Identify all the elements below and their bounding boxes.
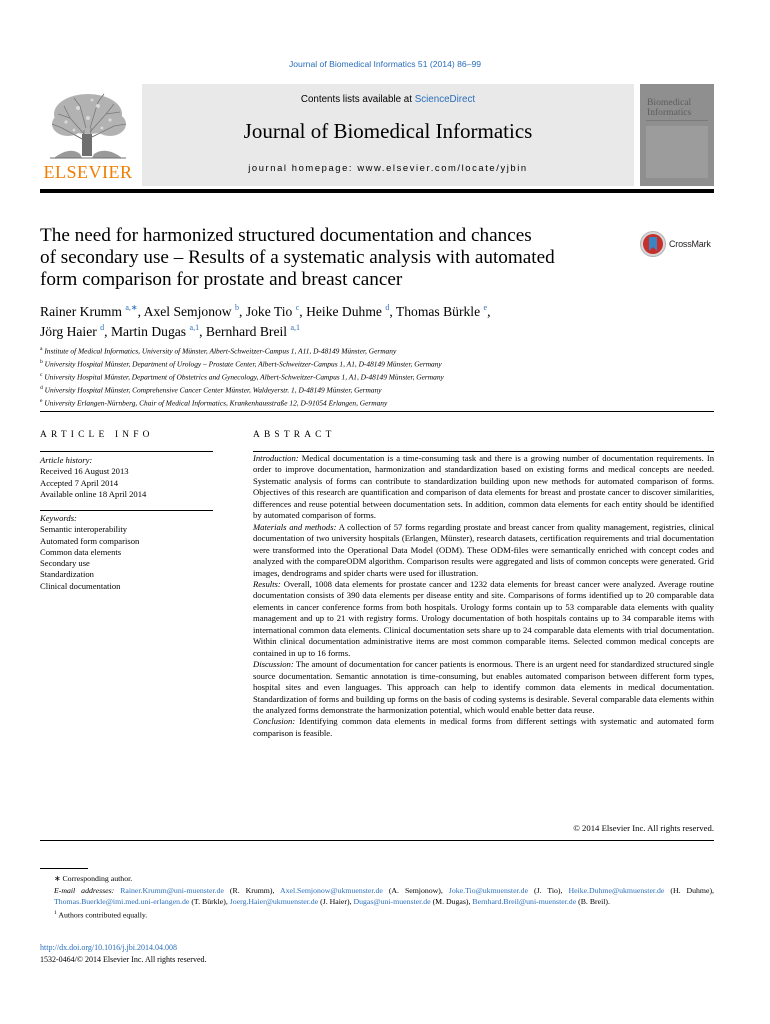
abstract-discussion: Discussion: The amount of documentation for cancer patients is enormous. There is an urgent need for standardized structured single source documentation. Semantic annotation is time-consuming, but enables automated comparison between different form types, hospital sites and even languages. This approach can help to identify common data elements in medical documentation. Standardization of forms and building up forms on the basis of coding systems is desirable. Several comparable data elements within the analyzed forms demonstrate the harmonization potential, which would enable better data reuse. <box>253 659 714 715</box>
affiliation: $^b$ University Hospital Münster, Department of Urology – Prostate Center, Albert-Schweitzer-Campus 1, A1, D-48149 Münster, Germany <box>40 358 442 369</box>
keyword: Standardization <box>40 569 94 580</box>
header-divider <box>40 411 714 412</box>
author[interactable]: Axel Semjonow $^b$, <box>143 303 246 319</box>
author[interactable]: Joke Tio $^c$, <box>245 303 307 319</box>
article-info-heading: ARTICLE INFO <box>40 430 154 440</box>
body-divider <box>40 840 714 841</box>
journal-citation[interactable]: Journal of Biomedical Informatics 51 (2014) 86–99 <box>288 59 482 69</box>
journal-homepage[interactable]: journal homepage: www.elsevier.com/locate/yjbin <box>248 162 528 173</box>
email-link[interactable]: Joerg.Haier@ukmuenster.de <box>229 897 319 907</box>
online-date: Available online 18 April 2014 <box>40 488 147 499</box>
article-history: Article history: Received 16 August 2013 Accepted 7 April 2014 Available online 18 April 2014 <box>40 455 213 500</box>
author[interactable]: Jörg Haier $^d$, <box>40 323 111 339</box>
footnote-rule <box>40 868 88 869</box>
crossmark-label: CrossMark <box>669 239 711 249</box>
email-link[interactable]: Heike.Duhme@ukmuenster.de <box>568 885 665 895</box>
abstract-rule <box>253 451 714 452</box>
sciencedirect-link[interactable]: ScienceDirect <box>414 94 476 105</box>
affiliation: $^c$ University Hospital Münster, Department of Obstetrics and Gynecology, Albert-Schweitzer-Campus 1, A1, D-48149 Münster, Germany <box>40 371 444 382</box>
abstract-introduction: Introduction: Medical documentation is a time-consuming task and there is a growing number of documentation requirements. In order to improve documentation, harmonization and standardization based on existing forms and medical concepts are needed. Systematic analysis of forms can contribute to standardization building upon new methods for automated comparison of forms. Objectives of this research are quantification and comparison of data elements for breast and prostate cancer to discover similarities, differences and reuse potential between documentation sets. In addition, common data elements for each entity should be identified by automated comparison of forms. <box>253 453 715 521</box>
journal-masthead <box>40 84 714 186</box>
author-list <box>40 302 700 342</box>
abstract-heading: ABSTRACT <box>253 430 336 440</box>
email-link[interactable]: Bernhard.Breil@uni-muenster.de <box>472 897 577 907</box>
keyword: Clinical documentation <box>40 580 121 591</box>
journal-cover-thumbnail[interactable] <box>640 84 714 186</box>
journal-banner <box>142 84 634 186</box>
email-link[interactable]: Rainer.Krumm@uni-muenster.de <box>120 885 224 895</box>
author[interactable]: Heike Duhme $^d$, <box>306 303 396 319</box>
abstract-results: Results: Overall, 1008 data elements for prostate cancer and 1232 data elements for breast cancer were analyzed. Average routine documentation consists of 390 data elements per disease entity and site. Comparisons of forms identified up to 20 comparable data elements in cancer conference forms from both hospitals. Urology forms contain up to 53 comparable data elements with quality management and up to 21 with registry forms. Urology documentation of both hospitals contains up to 34 comparable items with international common data elements. Clinical documentation sets share up to 24 comparable data elements with trial documentation. Within clinical documentation administrative items are most common comparable items. Selected common medical concepts are contained in up to 16 forms. <box>253 578 714 658</box>
abstract-conclusion: Conclusion: Identifying common data elements in medical forms from different settings with systematic and automated form comparison is feasible. <box>253 716 714 738</box>
email-link[interactable]: Dugas@uni-muenster.de <box>353 897 431 907</box>
keyword: Common data elements <box>40 546 122 557</box>
cover-title: Biomedical Informatics <box>647 97 692 118</box>
journal-title: Journal of Biomedical Informatics <box>243 119 533 143</box>
email-addresses: E-mail addresses: Rainer.Krumm@uni-muenster.de (R. Krumm), Axel.Semjonow@ukmuenster.de (A. Semjonow), Joke.Tio@ukmuenster.de (J. Tio), Heike.Duhme@ukmuenster.de (H. Duhme), Thomas.Buerkle@imi.med.uni-erlangen.de (T. Bürkle), Joerg.Haier@ukmuenster.de (J. Haier), Dugas@uni-muenster.de (M. Dugas), Bernhard.Breil@uni-muenster.de (B. Breil). <box>54 885 714 907</box>
author[interactable]: Martin Dugas $^{a,1}$, <box>110 323 206 339</box>
crossmark-icon <box>640 230 666 258</box>
keyword: Secondary use <box>40 558 90 569</box>
email-link[interactable]: Axel.Semjonow@ukmuenster.de <box>279 885 383 895</box>
issn-line: 1532-0464/© 2014 Elsevier Inc. All rights reserved. <box>40 955 207 964</box>
publisher-name: ELSEVIER <box>43 162 133 182</box>
keyword-list: Keywords: Semantic interoperability Automated form comparison Common data elements Secondary use Standardization Clinical documentation <box>40 513 213 592</box>
keyword: Semantic interoperability <box>40 524 128 535</box>
article-info-rule <box>40 451 213 452</box>
footnotes <box>40 873 714 921</box>
affiliation: $^a$ Institute of Medical Informatics, University of Münster, Albert-Schweitzer-Campus 1, A11, D-48149 Münster, Germany <box>40 346 397 356</box>
keywords-rule <box>40 510 213 511</box>
received-date: Received 16 August 2013 <box>40 466 129 477</box>
email-link[interactable]: Joke.Tio@ukmuenster.de <box>448 885 529 895</box>
abstract-copyright: © 2014 Elsevier Inc. All rights reserved. <box>573 823 714 833</box>
equal-contribution-note: $^1$ Authors contributed equally. <box>54 910 148 920</box>
keyword: Automated form comparison <box>40 535 140 546</box>
abstract-methods: Materials and methods: A collection of 57 forms regarding prostate and breast cancer from quality management, registries, clinical documentation of two university hospitals (Erlangen, Münster), research datasets, certification requirements and trial documentation were transformed into the Operational Data Model (ODM). These ODM-files were semantically enriched with concept codes and analyzed with the compareODM algorithm. Comparison results were aggregated and lists of common concepts were generated. Grid images, dendrograms and spider charts were used for illustration. <box>253 521 714 578</box>
author[interactable]: Rainer Krumm $^{a,∗}$, <box>40 303 144 319</box>
affiliation: $^d$ University Hospital Münster, Comprehensive Cancer Center Münster, Waldeyerstr. 1, D-48149 Münster, Germany <box>40 384 382 395</box>
article-title: The need for harmonized structured documentation and chances of secondary use – Results of a systematic analysis with automated form comparison for prostate and breast cancer <box>40 225 555 290</box>
crossmark-button[interactable] <box>640 230 720 260</box>
corresponding-author-note: ∗ Corresponding author. <box>54 874 133 883</box>
contents-line: Contents lists available at ScienceDirect <box>300 94 476 105</box>
affiliation: $^e$ University Erlangen-Nürnberg, Chair of Medical Informatics, Krankenhausstraße 12, D-91054 Erlangen, Germany <box>40 397 388 407</box>
doi-link[interactable]: http://dx.doi.org/10.1016/j.jbi.2014.04.008 <box>40 943 177 952</box>
author[interactable]: Thomas Bürkle $^e$, <box>395 303 491 319</box>
accepted-date: Accepted 7 April 2014 <box>40 477 119 488</box>
affiliation-list <box>40 344 700 408</box>
elsevier-logo[interactable] <box>40 84 136 186</box>
email-link[interactable]: Thomas.Buerkle@imi.med.uni-erlangen.de <box>54 897 190 907</box>
author[interactable]: Bernhard Breil $^{a,1}$ <box>205 323 301 339</box>
abstract-body <box>253 453 714 739</box>
masthead-rule <box>40 189 714 193</box>
